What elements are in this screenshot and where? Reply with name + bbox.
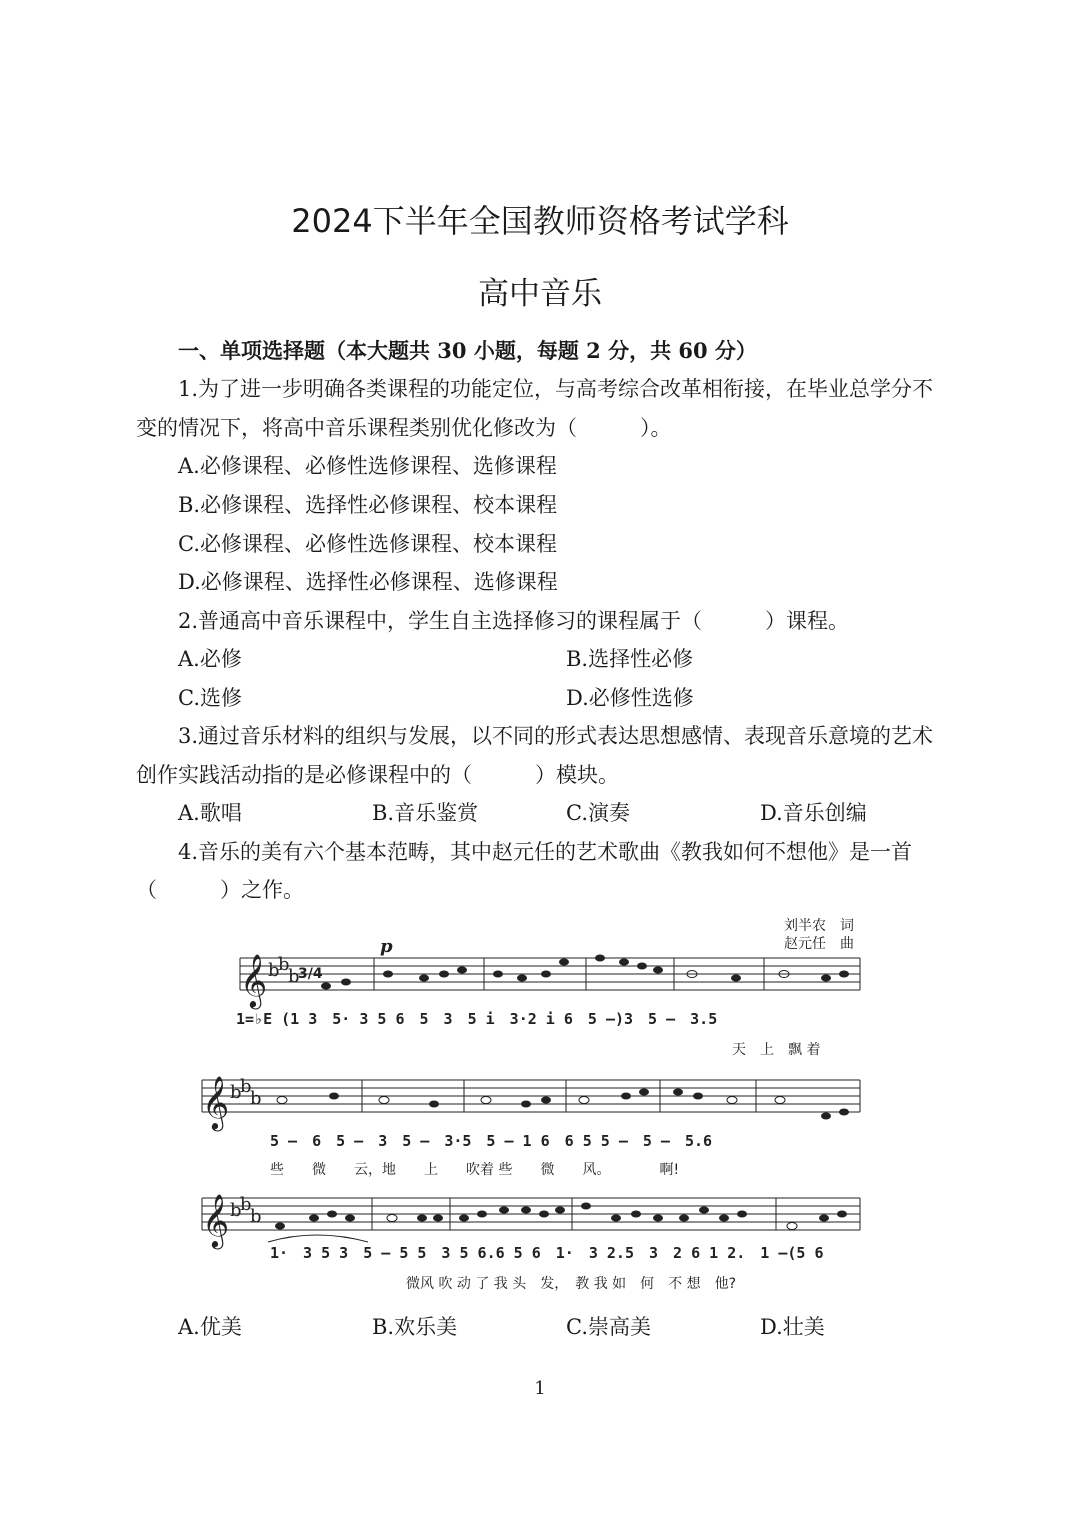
q2-option-d: D.必修性选修 — [566, 686, 694, 710]
q4-stem-line1: 4.音乐的美有六个基本范畴，其中赵元任的艺术歌曲《教我如何不想他》是一首 — [178, 840, 913, 864]
time-signature: 3/4 — [298, 966, 323, 982]
q3-option-a: A.歌唱 — [178, 801, 242, 825]
flat-icon: b — [230, 1082, 242, 1103]
q3-stem-line1: 3.通过音乐材料的组织与发展，以不同的形式表达思想感情、表现音乐意境的艺术 — [178, 724, 934, 748]
staff-3-lyrics: 微风 吹 动 了 我 头 发， 教 我 如 何 不 想 他? — [406, 1276, 737, 1292]
q3-option-b: B.音乐鉴赏 — [372, 801, 479, 825]
staff-2-lyrics: 些 微 云，地 上 吹着 些 微 风。 啊! — [270, 1162, 680, 1178]
treble-clef-icon: 𝄞 — [202, 1075, 230, 1129]
staff-1-jianpu: 1=♭E (1 3 5· 3 5 6 5 3 5 i 3·2 i 6 5 —)3 5 — 3.5 — [236, 1010, 718, 1028]
q4-option-d: D.壮美 — [760, 1315, 825, 1339]
q1-option-c: C.必修课程、必修性选修课程、校本课程 — [178, 532, 557, 556]
treble-clef-icon: 𝄞 — [202, 1193, 230, 1247]
staff-1-lyrics: 天 上 飘 着 — [732, 1042, 821, 1058]
music-score-figure — [196, 912, 876, 1304]
staff-3-jianpu: 1· 3 5 3 5 — 5 5 3 5 6.6 5 6 1· 3 2.5 3 2 6 1 2. 1 —(5 6 — [270, 1244, 824, 1262]
q4-option-c: C.崇高美 — [566, 1315, 651, 1339]
staff-3-notes — [275, 1203, 847, 1230]
q3-stem-line2: 创作实践活动指的是必修课程中的（ ）模块。 — [136, 763, 619, 787]
q1-option-b: B.必修课程、选择性必修课程、校本课程 — [178, 493, 558, 517]
flat-icon: b — [268, 960, 280, 981]
page-subtitle: 高中音乐 — [478, 276, 602, 312]
q2-option-a: A.必修 — [178, 647, 242, 671]
q1-stem-line1: 1.为了进一步明确各类课程的功能定位，与高考综合改革相衔接，在毕业总学分不 — [178, 377, 934, 401]
flat-icon: b — [250, 1088, 262, 1109]
q4-option-b: B.欢乐美 — [372, 1315, 458, 1339]
q1-option-d: D.必修课程、选择性必修课程、选修课程 — [178, 570, 558, 594]
page-number: 1 — [534, 1378, 546, 1399]
page-title: 2024下半年全国教师资格考试学科 — [291, 202, 789, 240]
flat-icon: b — [240, 1194, 252, 1215]
staff-3 — [202, 1198, 860, 1230]
q1-stem-line2: 变的情况下，将高中音乐课程类别优化修改为（ ）。 — [136, 416, 672, 440]
treble-clef-icon: 𝄞 — [240, 953, 268, 1007]
section-heading: 一、单项选择题（本大题共 30 小题，每题 2 分，共 60 分） — [178, 338, 757, 363]
composer-credit: 赵元任 曲 — [784, 936, 854, 952]
q4-stem-line2: （ ）之作。 — [136, 878, 304, 902]
q2-option-b: B.选择性必修 — [566, 647, 694, 671]
flat-icon: b — [288, 966, 300, 987]
q3-option-d: D.音乐创编 — [760, 801, 867, 825]
staff-2 — [202, 1080, 860, 1112]
q2-stem: 2.普通高中音乐课程中，学生自主选择修习的课程属于（ ）课程。 — [178, 609, 850, 633]
flat-icon: b — [278, 954, 290, 975]
q3-option-c: C.演奏 — [566, 801, 630, 825]
dynamic-marking: p — [380, 936, 393, 957]
q4-option-a: A.优美 — [178, 1315, 242, 1339]
q2-option-c: C.选修 — [178, 686, 242, 710]
flat-icon: b — [230, 1200, 242, 1221]
q1-option-a: A.必修课程、必修性选修课程、选修课程 — [178, 454, 557, 478]
lyricist-credit: 刘半农 词 — [784, 918, 854, 934]
flat-icon: b — [250, 1206, 262, 1227]
flat-icon: b — [240, 1076, 252, 1097]
staff-1-notes — [321, 955, 849, 990]
staff-2-jianpu: 5 — 6 5 — 3 5 — 3·5 5 — 1 6 6 5 5 — 5 — 5.6 — [270, 1132, 713, 1150]
